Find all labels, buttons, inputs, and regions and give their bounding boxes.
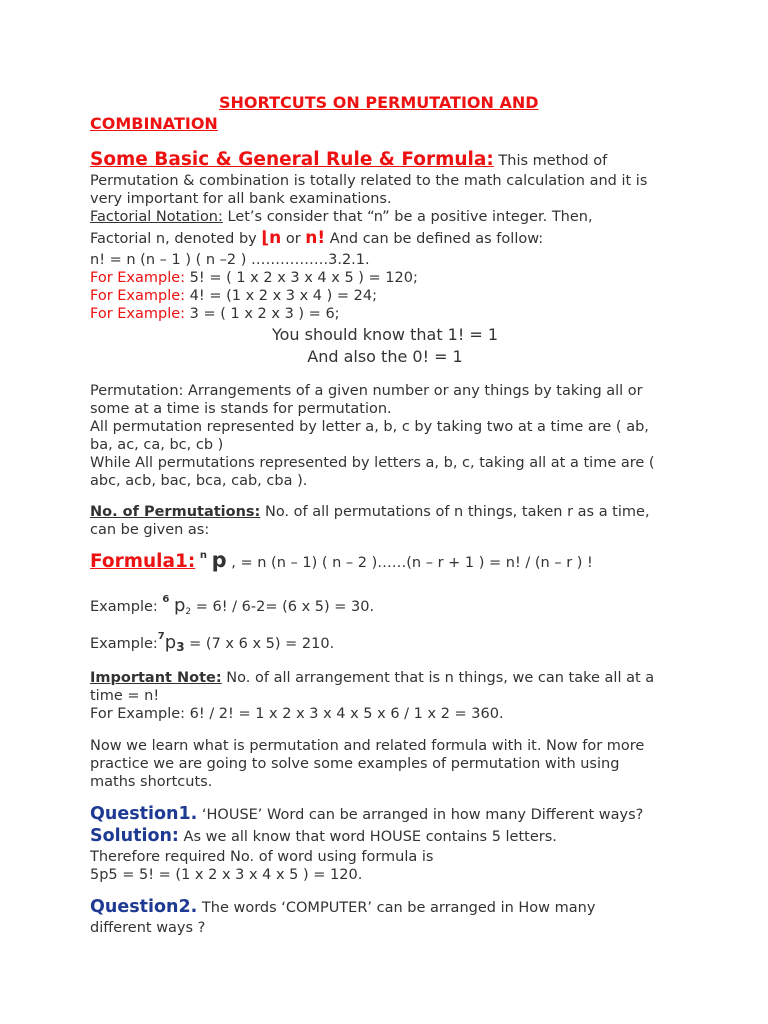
- permutation-example-p: p: [164, 632, 177, 653]
- permutation-example-subscript: 3: [176, 640, 185, 654]
- important-note-label: Important Note:: [90, 670, 222, 686]
- question-2-label: Question2.: [90, 897, 198, 917]
- example-label: For Example:: [90, 270, 186, 286]
- permutation-example-row: [90, 588, 680, 624]
- permutation-example-superscript: 7: [157, 631, 165, 642]
- important-note-section: [90, 669, 680, 723]
- permutation-line-3: All permutation represented by letter a, b, c by taking two at a time are ( ab,: [90, 419, 649, 435]
- learn-line-2: practice we are going to solve some examples of permutation with using: [90, 756, 620, 772]
- permutation-example-rest: = 6! / 6-2= (6 x 5) = 30.: [191, 599, 375, 615]
- example-label: For Example:: [90, 288, 186, 304]
- example-row: [90, 287, 680, 305]
- intro-text-2: Permutation & combination is totally related to the math calculation and it is: [90, 173, 648, 189]
- no-of-permutations-section: [90, 503, 680, 539]
- factorial-section: [90, 208, 680, 269]
- no-of-permutations-text-2: can be given as:: [90, 522, 210, 538]
- permutation-example-subscript: 2: [185, 607, 192, 617]
- permutation-example-rest: = (7 x 6 x 5) = 210.: [184, 636, 335, 652]
- factorial-text-2a: Factorial n, denoted by: [90, 231, 262, 247]
- factorial-symbol-floor: ⌊n: [261, 228, 282, 248]
- example-text: 3 = ( 1 x 2 x 3 ) = 6;: [185, 306, 340, 322]
- question-2-text: The words ‘COMPUTER’ can be arranged in How many: [197, 900, 596, 916]
- permutation-line-4: ba, ac, ca, bc, cb ): [90, 437, 224, 453]
- factorial-symbol-bang: n!: [305, 228, 326, 248]
- factorial-examples: [90, 269, 680, 323]
- question-1-section: [90, 804, 680, 884]
- document-page: [90, 92, 680, 937]
- no-of-permutations-label: No. of Permutations:: [90, 504, 261, 520]
- learn-section: [90, 737, 680, 791]
- question-1-label: Question1.: [90, 804, 198, 824]
- formula1-row: [90, 543, 680, 576]
- solution-1-line-3: 5p5 = 5! = (1 x 2 x 3 x 4 x 5 ) = 120.: [90, 867, 363, 883]
- know-line-1: You should know that 1! = 1: [271, 325, 499, 344]
- factorial-definition: n! = n (n – 1 ) ( n –2 ) …………….3.2.1.: [90, 252, 370, 268]
- permutation-examples: [90, 588, 680, 660]
- intro-section: [90, 149, 680, 208]
- formula1-label: Formula1:: [90, 551, 196, 572]
- document-title: [90, 92, 680, 134]
- permutation-example-superscript: 6: [162, 594, 170, 605]
- intro-text-3: very important for all bank examinations.: [90, 191, 392, 207]
- important-note-text-1: No. of all arrangement that is n things, we can take all at a: [221, 670, 655, 686]
- permutation-example-prefix: Example:: [90, 599, 163, 615]
- important-note-text-3: For Example: 6! / 2! = 1 x 2 x 3 x 4 x 5 x 6 / 1 x 2 = 360.: [90, 706, 504, 722]
- solution-1-text: As we all know that word HOUSE contains 5 letters.: [178, 829, 557, 845]
- question-1-text: ‘HOUSE’ Word can be arranged in how many Different ways?: [197, 807, 644, 823]
- permutation-line-2: some at a time is stands for permutation.: [90, 401, 392, 417]
- factorial-text-2b: And can be defined as follow:: [325, 231, 544, 247]
- solution-1-label: Solution:: [90, 826, 179, 846]
- permutation-section: [90, 382, 680, 490]
- factorial-text-1: Let’s consider that “n” be a positive integer. Then,: [222, 209, 593, 225]
- know-line-2: And also the 0! = 1: [307, 347, 463, 366]
- example-label: For Example:: [90, 306, 186, 322]
- no-of-permutations-text-1: No. of all permutations of n things, taken r as a time,: [260, 504, 650, 520]
- know-section: [90, 324, 680, 368]
- example-text: 4! = (1 x 2 x 3 x 4 ) = 24;: [185, 288, 378, 304]
- example-text: 5! = ( 1 x 2 x 3 x 4 x 5 ) = 120;: [185, 270, 418, 286]
- title-line-2: COMBINATION: [90, 114, 218, 133]
- factorial-label: Factorial Notation:: [90, 209, 223, 225]
- intro-text-1: This method of: [493, 153, 608, 169]
- permutation-line-5: While All permutations represented by letters a, b, c, taking all at a time are (: [90, 455, 655, 471]
- example-row: [90, 305, 680, 323]
- learn-line-1: Now we learn what is permutation and related formula with it. Now for more: [90, 738, 645, 754]
- formula1-superscript: n: [199, 550, 207, 561]
- permutation-example-row: [90, 624, 680, 660]
- solution-1-line-2: Therefore required No. of word using formula is: [90, 849, 434, 865]
- permutation-line-6: abc, acb, bac, bca, cab, cba ).: [90, 473, 308, 489]
- permutation-line-1: Permutation: Arrangements of a given number or any things by taking all or: [90, 383, 643, 399]
- permutation-example-prefix: Example:: [90, 636, 158, 652]
- example-row: [90, 269, 680, 287]
- formula1-p: p: [211, 548, 227, 572]
- learn-line-3: maths shortcuts.: [90, 774, 213, 790]
- intro-heading: Some Basic & General Rule & Formula:: [90, 149, 494, 170]
- question-2-section: [90, 897, 680, 937]
- formula1-text: , = n (n – 1) ( n – 2 )……(n – r + 1 ) = n! / (n – r ) !: [226, 555, 593, 571]
- title-line-1: SHORTCUTS ON PERMUTATION AND: [219, 93, 539, 112]
- question-2-line-2: different ways ?: [90, 920, 206, 936]
- important-note-text-2: time = n!: [90, 688, 160, 704]
- factorial-or: or: [281, 231, 306, 247]
- permutation-example-p: p: [173, 595, 186, 616]
